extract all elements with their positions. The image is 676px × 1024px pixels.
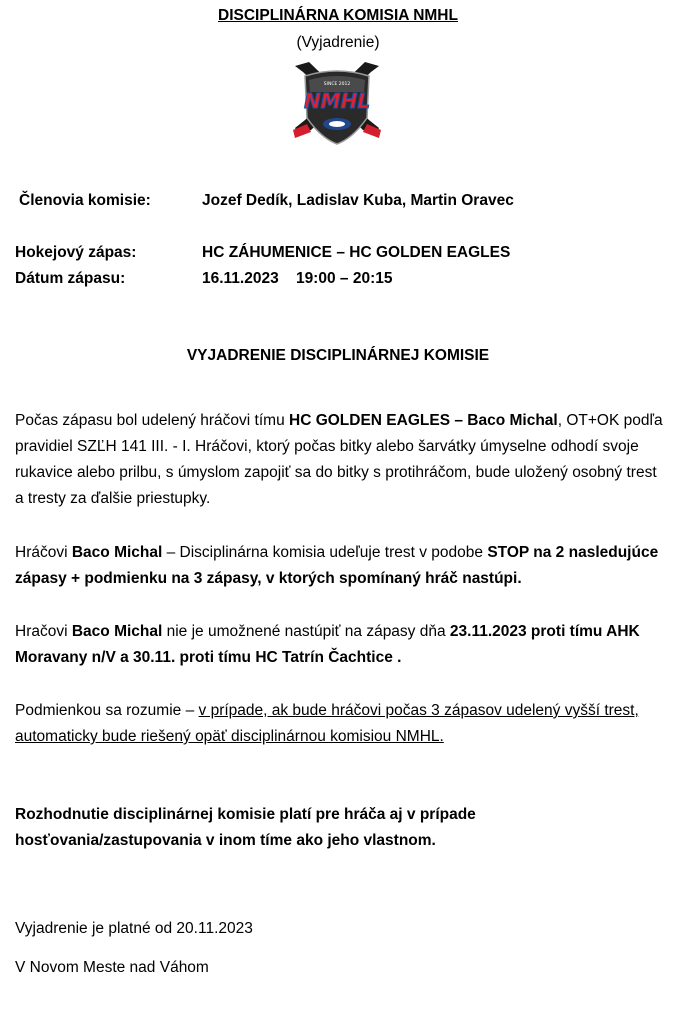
paragraph-offense (15, 408, 665, 512)
paragraph-penalty (15, 540, 665, 592)
p1-text-a: Počas zápasu bol udelený hráčovi tímu (15, 412, 289, 429)
valid-from: Vyjadrenie je platné od 20.11.2023 (15, 920, 253, 937)
date-label: Dátum zápasu: (15, 270, 126, 287)
p2-text-a: Hráčovi (15, 544, 72, 561)
p1-team-player: HC GOLDEN EAGLES – Baco Michal (289, 412, 558, 429)
paragraph-suspension (15, 619, 665, 671)
logo-since-text: SINCE 2012 (323, 82, 351, 87)
p3-player: Baco Michal (71, 623, 163, 640)
p2-text-c: – Disciplinárna komisia udeľuje trest v podobe (162, 544, 488, 561)
p3-text-a: Hračovi (15, 623, 72, 640)
logo-text: NMHL (303, 89, 371, 113)
paragraph-condition (15, 698, 665, 750)
p2-penalty: STOP na 2 nasledujúce zápasy + podmienku na 3 zápasy, v ktorých spomínaný hráč nastúpi. (15, 544, 659, 587)
p3-text-c: nie je umožnené nastúpiť na zápasy dňa (162, 623, 450, 640)
p1-text-c: , OT+OK podľa pravidiel SZĽH 141 III. - I. Hráčovi, ktorý počas bitky alebo šarvátky úmyselne odhodí svoje rukavice alebo prilbu, s úmyslom zapojiť sa do bitky s protihráčom, bude uložený osobný trest a tresty za ďalšie priestupky. (15, 412, 663, 507)
date-value: 16.11.2023 19:00 – 20:15 (202, 270, 393, 287)
document-title: DISCIPLINÁRNA KOMISIA NMHL (218, 7, 458, 24)
p3-dates: 23.11.2023 proti tímu AHK Moravany n/V a 30.11. proti tímu HC Tatrín Čachtice . (15, 623, 640, 666)
paragraph-validity-scope: Rozhodnutie disciplinárnej komisie platí pre hráča aj v prípade hosťovania/zastupovania v inom tíme ako jeho vlastnom. (15, 806, 476, 849)
p4-condition-text: v prípade, ak bude hráčovi počas 3 zápasov udelený vyšší trest, automaticky bude riešený opäť disciplinárnou komisiou NMHL. (15, 702, 639, 745)
section-title: VYJADRENIE DISCIPLINÁRNEJ KOMISIE (186, 347, 490, 364)
place: V Novom Meste nad Váhom (15, 959, 209, 976)
nmhl-logo (283, 58, 391, 150)
match-value: HC ZÁHUMENICE – HC GOLDEN EAGLES (202, 244, 511, 261)
members-value: Jozef Dedík, Ladislav Kuba, Martin Oravec (202, 192, 514, 209)
members-label: Členovia komisie: (19, 192, 151, 209)
document-subtitle: (Vyjadrenie) (296, 34, 380, 51)
p2-player: Baco Michal (71, 544, 163, 561)
p4-text-a: Podmienkou sa rozumie – (15, 702, 199, 719)
match-label: Hokejový zápas: (15, 244, 137, 261)
